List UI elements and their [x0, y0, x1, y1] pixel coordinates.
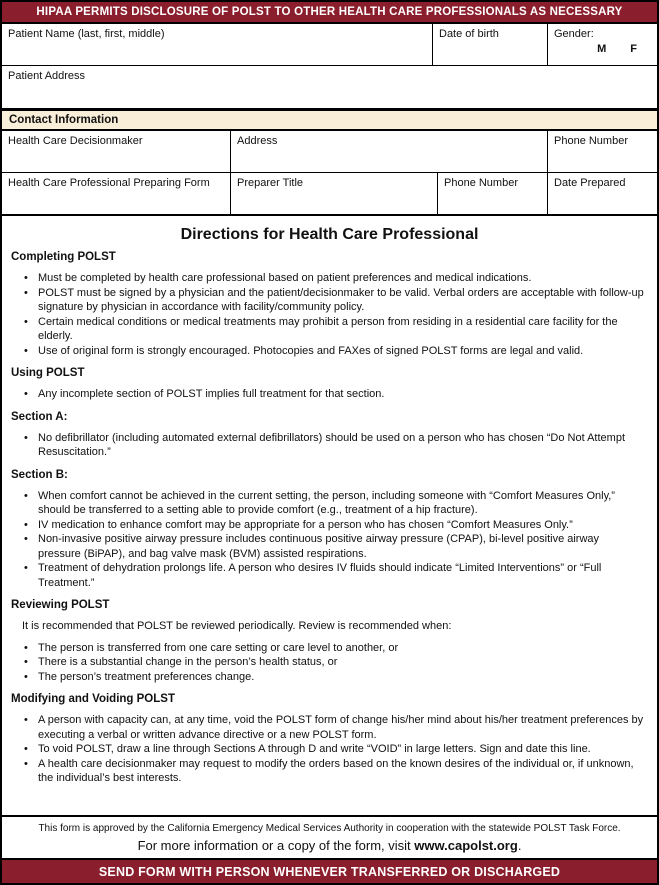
directions-section-heading: Section B: — [11, 468, 68, 481]
date-of-birth-label: Date of birth — [439, 28, 499, 40]
send-form-banner: SEND FORM WITH PERSON WHENEVER TRANSFERRED OR DISCHARGED — [2, 858, 657, 883]
preparer-phone-field[interactable] — [437, 173, 547, 214]
footer-box — [2, 815, 657, 858]
directions-bullet-list — [11, 387, 648, 402]
patient-name-row — [2, 24, 657, 66]
preparer-title-field[interactable] — [230, 173, 437, 214]
decisionmaker-address-label: Address — [237, 135, 278, 147]
directions-section — [11, 411, 648, 460]
directions-section-heading: Modifying and Voiding POLST — [11, 693, 175, 705]
directions-bullet: • Certain medical conditions or medical treatments may prohibit a person from residing in a residential care facility for the elderly. — [11, 315, 648, 344]
directions-bullet: • POLST must be signed by a physician and the patient/decisionmaker to be valid. Verbal orders are acceptable with follow-up signature by physician in accordance with facility/community policy. — [11, 286, 648, 315]
directions-bullet: • To void POLST, draw a line through Sections A through D and write “VOID” in large letters. Sign and date this line. — [11, 742, 648, 757]
directions-bullet-list — [11, 431, 648, 460]
patient-name-field[interactable] — [2, 24, 432, 65]
directions-sections — [11, 251, 648, 786]
directions-bullet-list — [11, 489, 648, 591]
contact-information-header: Contact Information — [2, 109, 657, 131]
directions-section — [11, 251, 648, 358]
directions-bullet-list — [11, 271, 648, 358]
decisionmaker-label: Health Care Decisionmaker — [8, 135, 143, 147]
directions-bullet: • There is a substantial change in the person’s health status, or — [11, 655, 648, 670]
directions-bullet-list — [11, 713, 648, 786]
hipaa-banner: HIPAA PERMITS DISCLOSURE OF POLST TO OTHER HEALTH CARE PROFESSIONALS AS NECESSARY — [2, 2, 657, 24]
date-of-birth-field[interactable] — [432, 24, 547, 65]
gender-field — [547, 24, 657, 65]
decisionmaker-address-field[interactable] — [230, 131, 547, 172]
preparer-name-label: Health Care Professional Preparing Form — [8, 177, 210, 189]
preparer-name-field[interactable] — [2, 173, 230, 214]
directions-panel — [2, 216, 657, 815]
directions-bullet: • The person is transferred from one care setting or care level to another, or — [11, 641, 648, 656]
directions-bullet: • Non-invasive positive airway pressure includes continuous positive airway pressure (CPAP), bi-level positive airway pressure (BiPAP), and bag valve mask (BVM) assisted respirations. — [11, 532, 648, 561]
directions-bullet: • A health care decisionmaker may request to modify the orders based on the known desires of the individual or, if unknown, the individual’s best interests. — [11, 757, 648, 786]
directions-bullet-list — [11, 641, 648, 685]
patient-address-field[interactable] — [2, 66, 657, 108]
patient-name-label: Patient Name (last, first, middle) — [8, 28, 165, 40]
footer-moreinfo-text — [6, 838, 653, 853]
directions-bullet: • Use of original form is strongly encouraged. Photocopies and FAXes of signed POLST forms are legal and valid. — [11, 344, 648, 359]
directions-bullet: • Treatment of dehydration prolongs life. A person who desires IV fluids should indicate “Limited Interventions” or “Full Treatment.” — [11, 561, 648, 590]
directions-section-heading: Using POLST — [11, 367, 85, 379]
directions-bullet: • Must be completed by health care professional based on patient preferences and medical indications. — [11, 271, 648, 286]
directions-bullet: • When comfort cannot be achieved in the current setting, the person, including someone with “Comfort Measures Only,” should be transferred to a setting able to provide comfort (e.g., treatment of a hip fracture). — [11, 489, 648, 518]
directions-section — [11, 367, 648, 402]
directions-bullet: • IV medication to enhance comfort may be appropriate for a person who has chosen “Comfort Measures Only.” — [11, 518, 648, 533]
preparer-row — [2, 173, 657, 216]
decisionmaker-field[interactable] — [2, 131, 230, 172]
directions-section-heading: Section A: — [11, 410, 68, 423]
gender-option-f[interactable]: F — [630, 43, 637, 55]
decisionmaker-phone-field[interactable] — [547, 131, 657, 172]
directions-bullet: • Any incomplete section of POLST implies full treatment for that section. — [11, 387, 648, 402]
footer-moreinfo-prefix: For more information or a copy of the form, visit — [137, 838, 415, 853]
date-prepared-field[interactable] — [547, 173, 657, 214]
preparer-phone-label: Phone Number — [444, 177, 518, 189]
directions-bullet: • No defibrillator (including automated external defibrillators) should be used on a person who has chosen “Do Not Attempt Resuscitation.” — [11, 431, 648, 460]
directions-section — [11, 599, 648, 684]
directions-section — [11, 693, 648, 786]
patient-address-label: Patient Address — [8, 70, 86, 82]
preparer-title-label: Preparer Title — [237, 177, 304, 189]
date-prepared-label: Date Prepared — [554, 177, 626, 189]
directions-section-heading: Reviewing POLST — [11, 599, 110, 611]
capolst-link[interactable]: www.capolst.org — [414, 838, 518, 853]
directions-section — [11, 469, 648, 591]
gender-label: Gender: — [554, 28, 594, 40]
directions-bullet: • A person with capacity can, at any time, void the POLST form of change his/her mind about his/her treatment preferences by executing a verbal or written advance directive or a new POLST form. — [11, 713, 648, 742]
directions-section-intro: It is recommended that POLST be reviewed periodically. Review is recommended when: — [22, 620, 452, 632]
patient-address-row — [2, 66, 657, 109]
gender-option-m[interactable]: M — [597, 43, 607, 55]
directions-bullet: • The person’s treatment preferences change. — [11, 670, 648, 685]
gender-options — [554, 40, 651, 55]
footer-moreinfo-suffix: . — [517, 838, 522, 853]
directions-section-heading: Completing POLST — [11, 251, 116, 263]
decisionmaker-phone-label: Phone Number — [554, 135, 628, 147]
decisionmaker-row — [2, 131, 657, 173]
footer-approval-text: This form is approved by the California Emergency Medical Services Authority in cooperation with the statewide POLST Task Force. — [38, 823, 621, 834]
directions-title: Directions for Health Care Professional — [180, 226, 479, 243]
